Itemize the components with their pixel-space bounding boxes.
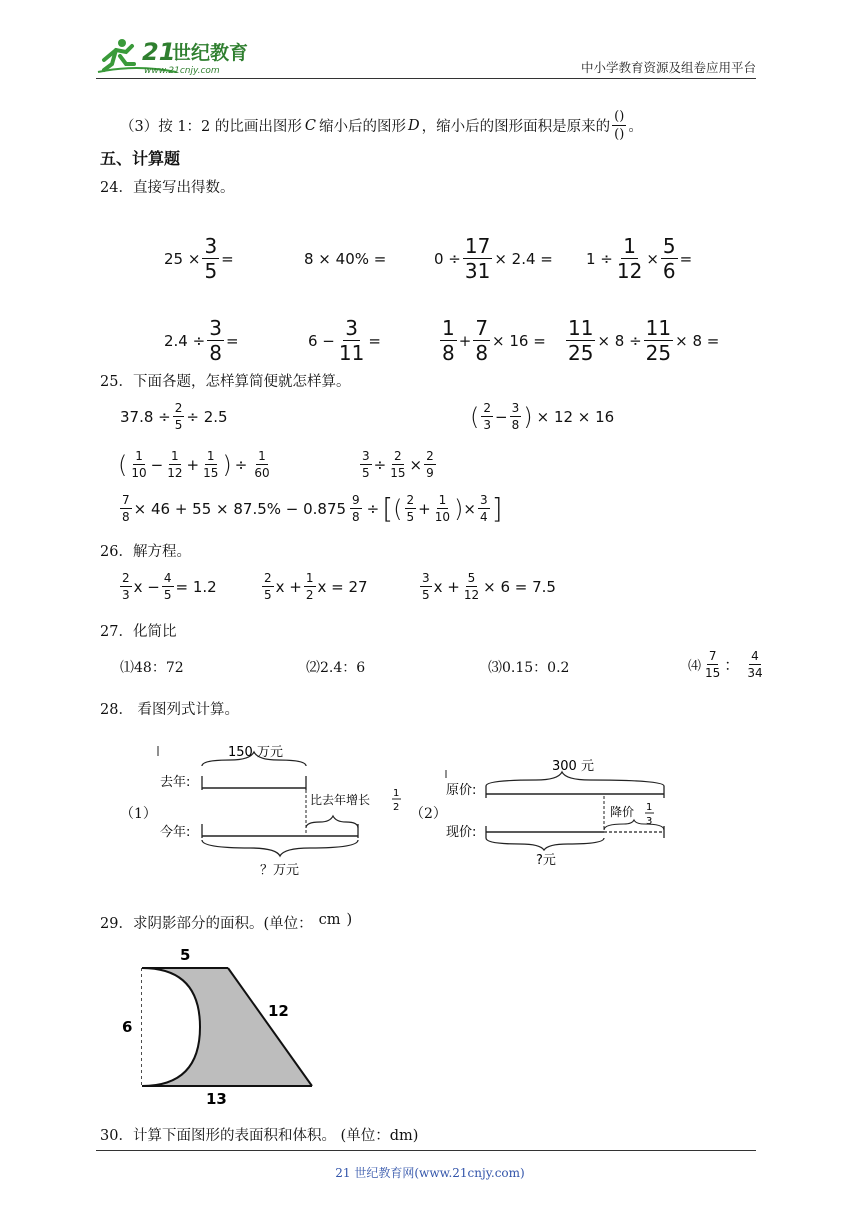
q24-r2-a: 2.4 ÷ $\frac{3}{8}$ = [164, 316, 239, 365]
q24-r1-a: 25 × $\frac{3}{5}$ = [164, 234, 234, 283]
d2-row2-label: 现价: [446, 825, 477, 840]
q23-blank-fraction[interactable]: $\frac{()}{()}$ [614, 109, 625, 142]
svg-text:1: 1 [393, 788, 400, 799]
q24-r2-d: $\frac{11}{25}$ × 8 ÷ $\frac{11}{25}$ × 8 = [568, 316, 720, 365]
q27-title: 27．化简比 [100, 624, 177, 640]
q24-r1-b: 8 × 40% = [304, 250, 387, 268]
d2-decrease-text: 降价 [610, 805, 635, 819]
d1-row1-label: 去年: [160, 775, 191, 790]
q25-e3: ( $\frac{1}{10}$ − $\frac{1}{12}$ + $\frac{1}{15}$ ) ÷ $\frac{1}{60}$ [118, 449, 270, 480]
q26-e1: $\frac{2}{3}$ x − $\frac{4}{5}$ = 1.2 [122, 571, 217, 602]
svg-text:1: 1 [646, 802, 653, 813]
q24-r2-c: $\frac{1}{8}$ + $\frac{7}{8}$ × 16 = [442, 316, 546, 365]
q25-e5: $\frac{7}{8}$ × 46 + 55 × 87.5% − 0.875 [122, 493, 347, 524]
q25-e6: $\frac{9}{8}$ ÷ [ ( $\frac{2}{5}$ + $\frac{1}{10}$ ) × $\frac{3}{4}$ ] [352, 491, 503, 525]
footer-divider [96, 1150, 756, 1151]
q25-e1: 37.8 ÷ $\frac{2}{5}$ ÷ 2.5 [120, 401, 228, 432]
q29-shaded-figure [110, 942, 330, 1110]
svg-text:2: 2 [393, 802, 400, 813]
q24-title: 24．直接写出得数。 [100, 180, 235, 196]
header-divider [96, 78, 756, 79]
q27-p1: ⑴48：72 [120, 660, 184, 676]
q28-diagram-1 [150, 738, 410, 882]
q25-e2: ( $\frac{2}{3}$ − $\frac{3}{8}$ ) × 12 × 16 [470, 401, 615, 432]
q23-text-mid: 缩小后的图形 [319, 119, 407, 135]
q28-diagram-2 [440, 756, 676, 868]
section5-title: 五、计算题 [100, 149, 181, 168]
logo-url: www.21cnjy.com [144, 66, 220, 76]
q27-p4: ⑷ $\frac{7}{15}$ ： $\frac{4}{34}$ [688, 649, 763, 680]
d2-top-brace-label: 300 元 [552, 759, 594, 774]
q28-d2-label: （2） [410, 806, 447, 822]
header-platform-text: 中小学教育资源及组卷应用平台 [580, 60, 756, 75]
d2-top-brace [486, 772, 664, 786]
footer-link[interactable]: 21 世纪教育网(www.21cnjy.com) [335, 1166, 525, 1180]
site-logo[interactable] [96, 34, 266, 78]
q24-r1-d: 1 ÷ $\frac{1}{12}$ × $\frac{5}{6}$ = [586, 234, 693, 283]
logo-number: 21 [142, 38, 176, 66]
d2-bottom-brace [486, 838, 604, 850]
q26-title: 26．解方程。 [100, 544, 191, 560]
q26-e3: $\frac{3}{5}$ x + $\frac{5}{12}$ × 6 = 7.5 [422, 571, 556, 602]
d1-top-brace-label: 150 万元 [228, 745, 283, 760]
q24-r1-c: 0 ÷ $\frac{17}{31}$ × 2.4 = [434, 234, 553, 283]
d2-row1-label: 原价: [446, 783, 477, 798]
q24-r2-b: 6 − $\frac{3}{11}$ = [308, 316, 381, 365]
q23-text-before: （3）按 1：2 的比画出图形 [120, 119, 302, 135]
bottom-brace [202, 840, 358, 856]
label-slant: 12 [268, 1002, 289, 1020]
q29-title: 29．求阴影部分的面积。(单位： cm ) [100, 912, 353, 932]
label-top: 5 [180, 946, 191, 964]
logo-text: 世纪教育 [172, 42, 249, 64]
label-bottom: 13 [206, 1090, 227, 1108]
q23-var-c: C [304, 117, 317, 134]
q23-part3: （3）按 1：2 的比画出图形 C 缩小后的图形 D ，缩小后的图形面积是原来的 $\frac{()}{()}$ 。 [120, 109, 643, 142]
q23-var-d: D [408, 117, 420, 134]
q30-title-text: 30．计算下面图形的表面积和体积。 (单位：dm) [100, 1128, 419, 1144]
svg-text:3: 3 [646, 816, 653, 827]
q25-title: 25．下面各题，怎样算简便就怎样算。 [100, 374, 351, 390]
label-left: 6 [122, 1018, 133, 1036]
d2-bottom-label: ?元 [536, 853, 556, 868]
q25-e4: $\frac{3}{5}$ ÷ $\frac{2}{15}$ × $\frac{2}{9}$ [362, 449, 434, 480]
d1-bottom-label: ？万元 [260, 863, 300, 878]
d1-row2-label: 今年: [160, 825, 191, 840]
q27-p3: ⑶0.15：0.2 [488, 660, 570, 676]
q28-title: 28． 看图列式计算。 [100, 702, 240, 718]
q26-e2: $\frac{2}{5}$ x + $\frac{1}{2}$ x = 27 [264, 571, 368, 602]
q28-d1-label: （1） [120, 806, 157, 822]
q27-p2: ⑵2.4：6 [306, 660, 366, 676]
q23-text-after: ，缩小后的图形面积是原来的 [421, 119, 611, 135]
d1-increase-text: 比去年增长 [310, 793, 371, 807]
